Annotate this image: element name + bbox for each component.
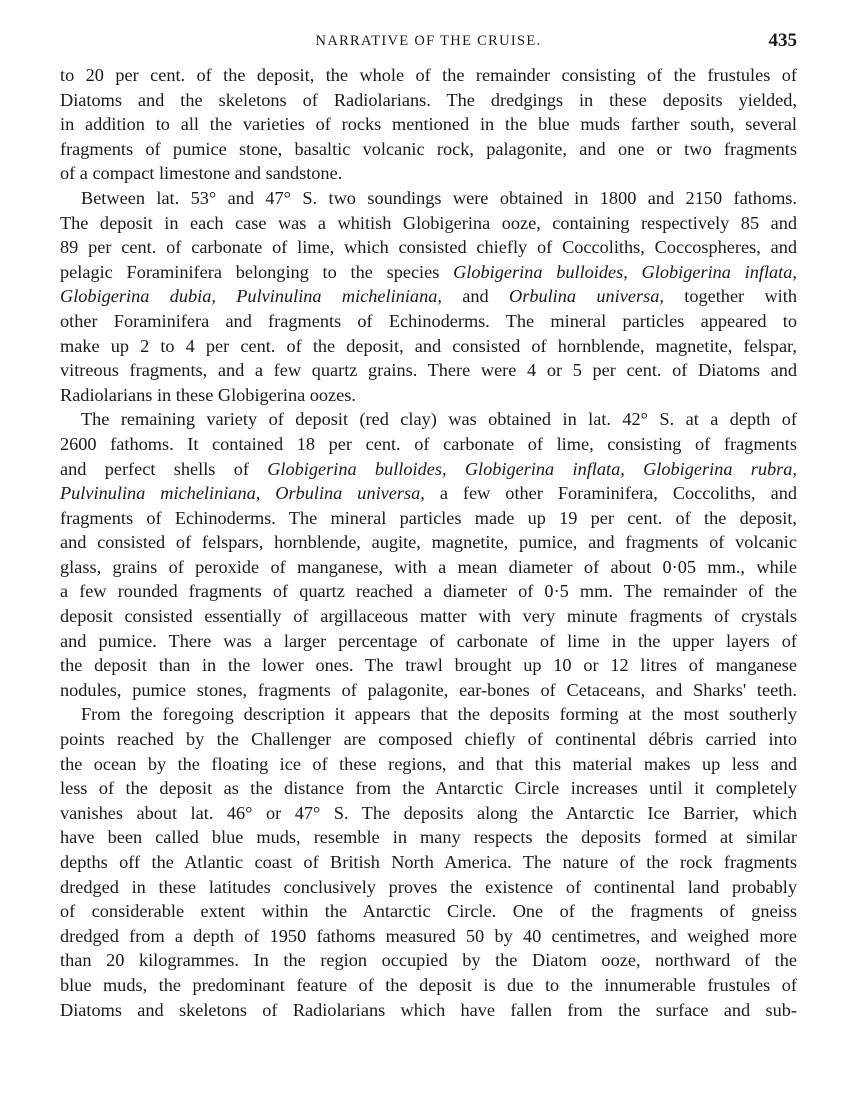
text-line [60, 678, 797, 703]
text-segment: make up 2 to 4 per cent. of the deposit, and consisted of hornblende, magnetite, felspar, [60, 335, 797, 356]
text-segment: a few other Foraminifera, Coccoliths, and [424, 483, 797, 504]
text-segment: vanishes about lat. 46° or 47° S. The deposits along the Antarctic Ice Barrier, which [60, 802, 797, 823]
italic-species-name: Pulvinulina micheliniana, Orbulina universa, [60, 483, 425, 504]
text-segment: depths off the Atlantic coast of British North America. The nature of the rock fragments [60, 852, 797, 872]
text-segment: have been called blue muds, resemble in many respects the deposits formed at similar [60, 827, 797, 848]
text-line [60, 579, 797, 604]
text-segment: 89 per cent. of carbonate of lime, which consisted chiefly of Coccoliths, Coccospheres, and [60, 237, 797, 258]
running-title: NARRATIVE OF THE CRUISE. [315, 33, 542, 49]
text-segment: of considerable extent within the Antarctic Circle. One of the fragments of gneiss [60, 901, 797, 922]
text-segment: dredged from a depth of 1950 fathoms measured 50 by 40 centimetres, and weighed more [60, 925, 797, 946]
text-segment: the deposit than in the lower ones. The trawl brought up 10 or 12 litres of manganese [60, 655, 797, 676]
text-segment: a few rounded fragments of quartz reached a diameter of 0·5 mm. The remainder of the [60, 581, 797, 602]
text-line [60, 186, 797, 211]
text-line [60, 702, 797, 727]
text-line [60, 161, 797, 186]
text-segment: and [441, 286, 509, 307]
italic-species-name: Globigerina dubia, Pulvinulina micheliniana, [60, 286, 442, 307]
text-line [60, 383, 797, 408]
text-line [60, 825, 797, 850]
text-line [60, 924, 797, 949]
text-line [60, 112, 797, 137]
text-segment: vitreous fragments, and a few quartz grains. There were 4 or 5 per cent. of Diatoms and [60, 360, 797, 381]
italic-species-name: Orbulina universa, [509, 286, 664, 307]
text-segment: dredged in these latitudes conclusively proves the existence of continental land probably [60, 876, 797, 897]
text-segment: Between lat. 53° and 47° S. two soundings were obtained in 1800 and 2150 fathoms. [81, 187, 797, 208]
text-line [60, 309, 797, 334]
text-segment: 2600 fathoms. It contained 18 per cent. of carbonate of lime, consisting of fragments [60, 433, 797, 454]
text-line [60, 88, 797, 113]
text-line [60, 948, 797, 973]
text-segment: in addition to all the varieties of rocks mentioned in the blue muds farther south, several [60, 114, 797, 135]
text-line [60, 530, 797, 555]
text-line [60, 432, 797, 457]
text-line [60, 334, 797, 359]
text-segment: together with [663, 286, 797, 307]
text-segment: glass, grains of peroxide of manganese, with a mean diameter of about 0·05 mm., while [60, 556, 797, 577]
text-line [60, 407, 797, 432]
text-segment: Diatoms and the skeletons of Radiolarians. The dredgings in these deposits yielded, [60, 89, 797, 110]
text-line [60, 752, 797, 777]
text-line [60, 457, 797, 482]
text-line [60, 801, 797, 826]
text-line [60, 506, 797, 531]
text-line [60, 284, 797, 309]
text-line [60, 481, 797, 506]
text-line [60, 973, 797, 998]
text-segment: of a compact limestone and sandstone. [60, 163, 343, 184]
text-segment: points reached by the Challenger are composed chiefly of continental débris carried into [60, 729, 797, 750]
text-line [60, 137, 797, 162]
text-segment: The remaining variety of deposit (red clay) was obtained in lat. 42° S. at a depth of [81, 409, 797, 430]
text-line [60, 629, 797, 654]
text-segment: pelagic Foraminifera belonging to the species [60, 261, 454, 282]
page-header [60, 30, 797, 54]
text-segment: fragments of pumice stone, basaltic volcanic rock, palagonite, and one or two fragments [60, 138, 797, 159]
text-line [60, 899, 797, 924]
text-line [60, 604, 797, 629]
text-line [60, 260, 797, 285]
page-number: 435 [768, 30, 797, 51]
text-segment: Radiolarians in these Globigerina oozes. [60, 384, 356, 405]
text-line [60, 998, 797, 1023]
text-line [60, 235, 797, 260]
text-line [60, 63, 797, 88]
text-segment: blue muds, the predominant feature of the deposit is due to the innumerable frustules of [60, 974, 797, 995]
text-segment: the ocean by the floating ice of these regions, and that this material makes up less and [60, 753, 797, 774]
text-segment: nodules, pumice stones, fragments of palagonite, ear-bones of Cetaceans, and Sharks' teeth. [60, 679, 797, 700]
text-segment: and perfect shells of [60, 458, 268, 479]
text-line [60, 727, 797, 752]
text-line [60, 211, 797, 236]
text-segment: fragments of Echinoderms. The mineral particles made up 19 per cent. of the deposit, [60, 507, 797, 528]
text-segment: From the foregoing description it appears that the deposits forming at the most southerly [81, 704, 797, 725]
text-segment: and pumice. There was a larger percentage of carbonate of lime in the upper layers of [60, 630, 797, 651]
text-segment: and consisted of felspars, hornblende, augite, magnetite, pumice, and fragments of volcanic [60, 532, 797, 553]
text-segment: other Foraminifera and fragments of Echinoderms. The mineral particles appeared to [60, 310, 797, 331]
text-line [60, 555, 797, 580]
text-line [60, 776, 797, 801]
text-line [60, 358, 797, 383]
text-segment: deposit consisted essentially of argillaceous matter with very minute fragments of crystals [60, 606, 797, 627]
text-segment: Diatoms and skeletons of Radiolarians which have fallen from the surface and sub- [60, 999, 797, 1020]
text-segment: than 20 kilogrammes. In the region occupied by the Diatom ooze, northward of the [60, 950, 797, 971]
italic-species-name: Globigerina bulloides, Globigerina inflata, [453, 261, 797, 282]
text-segment: less of the deposit as the distance from the Antarctic Circle increases until it completely [60, 778, 797, 799]
italic-species-name: Globigerina bulloides, Globigerina inflata, Globigerina rubra, [267, 458, 797, 479]
text-line [60, 850, 797, 875]
text-line [60, 653, 797, 678]
text-line [60, 875, 797, 900]
text-segment: The deposit in each case was a whitish Globigerina ooze, containing respectively 85 and [60, 212, 797, 233]
body-text [60, 63, 797, 1022]
text-segment: to 20 per cent. of the deposit, the whole of the remainder consisting of the frustules of [60, 65, 797, 85]
